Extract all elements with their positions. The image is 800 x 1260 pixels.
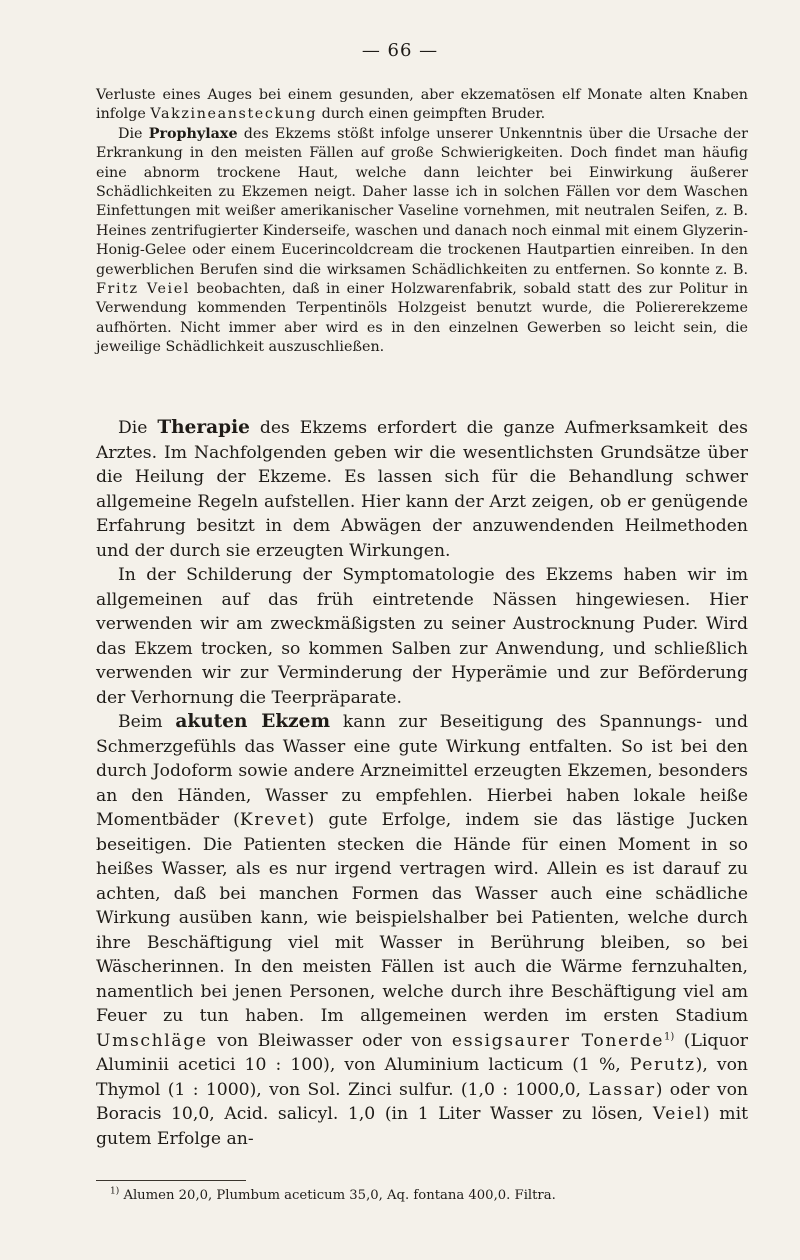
paragraph-prophylaxis <box>96 125 748 358</box>
text-run: Verluste eines Auges bei einem gesunden, aber ekzematösen elf Monate alten Knaben infolge <box>96 87 748 123</box>
paragraph-symptomatology <box>96 563 748 710</box>
text-run: ) oder von Boracis 10,0, Acid. salicyl. 1,0 (in 1 Liter Wasser zu lösen, <box>96 1079 748 1124</box>
page-number: — 66 — <box>361 40 439 61</box>
main-print-block <box>96 416 748 1151</box>
spaced-term: essigsaurer Tonerde <box>451 1030 664 1051</box>
text-run: kann zur Beseitigung des Spannungs- und Schmerzgefühls das Wasser eine gute Wirkung entfalten. So ist bei den durch Jodoform sowie andere Arzneimittel erzeugten Ekzemen, besonders an den Händen, Wasser zu empfehlen. Hierbei haben lokale heiße Momentbäder ( <box>96 712 748 830</box>
text-run: ), von Thymol (1 : 1000), von Sol. Zinci sulfur. (1,0 : 1000,0, <box>96 1055 748 1100</box>
text-run: ) mit gutem Erfolge an- <box>96 1104 748 1149</box>
footnote <box>110 1187 750 1205</box>
small-print-block <box>96 86 748 358</box>
author-name: Perutz <box>629 1055 696 1075</box>
text-run: In der Schilderung der Symptomatologie des Ekzems haben wir im allgemeinen auf das früh eintretende Nässen hingewiesen. Hier verwenden wir am zweckmäßigsten zu seiner Austrocknung Puder. Wird das Ekzem trocken, so kommen Salben zur Anwendung, und schließlich verwenden wir zur Verminderung der Hyperämie und zur Beförderung der Verhornung die Teerpräparate. <box>96 565 748 708</box>
bold-term: Therapie <box>157 417 250 438</box>
author-name: Veiel <box>652 1104 703 1124</box>
text-run: ) gute Erfolge, indem sie das lästige Jucken beseitigen. Die Patienten stecken die Hände für einen Moment in so heißes Wasser, als es nur irgend vertragen wird. Allein es ist darauf zu achten, daß bei manchen Formen das Wasser auch eine schädliche Wirkung ausüben kann, wie beispielshalber bei Patienten, welche durch ihre Beschäftigung viel mit Wasser in Berührung bleiben, so bei Wäscherinnen. In den meisten Fällen ist auch die Wärme fernzuhalten, namentlich bei jenen Personen, welche durch ihre Beschäftigung viel am Feuer zu tun haben. Im allgemeinen werden im ersten Stadium <box>96 810 749 1026</box>
text-run: des Ekzems erfordert die ganze Aufmerksamkeit des Arztes. Im Nachfolgenden geben wir die wesentlichsten Grundsätze über die Heilung der Ekzeme. Es lassen sich für die Behandlung schwer allgemeine Regeln aufstellen. Hier kann der Arzt zeigen, ob er genügende Erfahrung besitzt in dem Abwägen der anzuwendenden Heilmethoden und der durch sie erzeugten Wirkungen. <box>96 418 748 561</box>
bold-term: Prophylaxe <box>148 125 238 142</box>
spaced-term: Umschläge <box>96 1030 208 1051</box>
footnote-mark: 1) <box>110 1186 120 1197</box>
paragraph-therapy <box>96 416 748 563</box>
text-run: von Bleiwasser oder von <box>207 1030 452 1051</box>
footnote-divider <box>96 1180 246 1181</box>
spaced-term: Vakzineansteckung <box>150 106 318 123</box>
author-name: Lassar <box>588 1079 656 1100</box>
text-run: beobachten, daß in einer Holzwarenfabrik, sobald statt des zur Politur in Verwendung kommenden Terpentinöls Holzgeist benutzt wurde, die Poliererekzeme aufhörten. Nicht immer aber wird es in den einzelnen Gewerben so leicht sein, die jeweilige Schädlichkeit auszuschließen. <box>96 281 748 356</box>
text-run: Die <box>118 125 149 142</box>
text-run: (Liquor Aluminii acetici 10 : 100), von Aluminium lacticum (1 %, <box>96 1030 749 1075</box>
paragraph-acute-eczema <box>96 710 748 1151</box>
text-run: Beim <box>118 712 176 732</box>
footnote-reference: 1) <box>663 1030 675 1042</box>
text-run: durch einen geimpften Bruder. <box>317 106 546 123</box>
text-run: Die <box>118 418 158 438</box>
text-run: des Ekzems stößt infolge unserer Unkenntnis über die Ursache der Erkrankung in den meisten Fällen auf große Schwierigkeiten. Doch findet man häufig eine abnorm trockene Haut, welche dann leichter bei Einwirkung äußerer Schädlichkeiten zu Ekzemen neigt. Daher lasse ich in solchen Fällen vor dem Waschen Einfettungen mit weißer amerikanischer Vaseline vornehmen, mit neutralen Seifen, z. B. Heines zentrifugierter Kinderseife, waschen und danach noch einmal mit einem Glyzerin-Honig-Gelee oder einem Eucerincoldcream die trockenen Hautpartien einreiben. In den gewerblichen Berufen sind die wirksamen Schädlichkeiten zu entfernen. So konnte z. B. <box>96 125 748 278</box>
paragraph-vaccinia <box>96 86 748 125</box>
author-name: Krevet <box>239 810 308 830</box>
author-name: Fritz Veiel <box>96 281 190 298</box>
bold-term: akuten Ekzem <box>175 711 331 732</box>
footnote-text: Alumen 20,0, Plumbum aceticum 35,0, Aq. fontana 400,0. Filtra. <box>119 1188 556 1203</box>
